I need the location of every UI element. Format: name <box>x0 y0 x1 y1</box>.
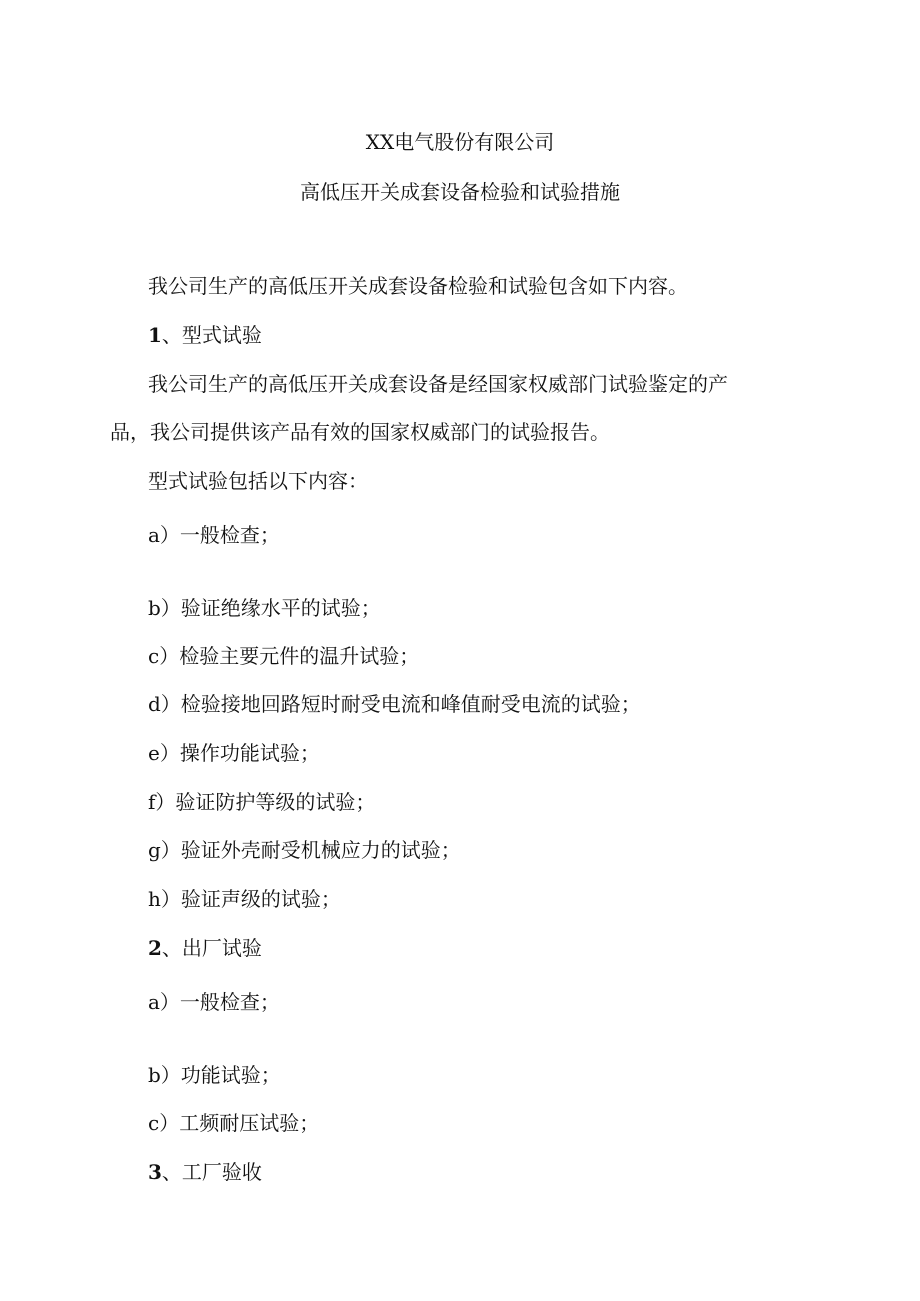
section-2-heading <box>148 934 262 962</box>
list-item: b）功能试验； <box>148 1063 281 1087</box>
intro-paragraph: 我公司生产的高低压开关成套设备检验和试验包含如下内容。 <box>148 274 688 298</box>
list-item: e）操作功能试验； <box>148 741 320 765</box>
section-heading-text: 、工厂验收 <box>161 1160 262 1184</box>
section-1-lead: 型式试验包括以下内容： <box>148 469 368 493</box>
list-item: c）检验主要元件的温升试验； <box>148 644 420 668</box>
section-1-heading <box>148 321 262 349</box>
company-name: XX电气股份有限公司 <box>365 130 555 154</box>
section-number: 1 <box>148 323 162 347</box>
document-title: 高低压开关成套设备检验和试验措施 <box>300 180 620 204</box>
list-item: h）验证声级的试验； <box>148 887 341 911</box>
section-number: 2 <box>148 936 162 960</box>
list-item: b）验证绝缘水平的试验； <box>148 596 381 620</box>
section-1-paragraph-line-1: 我公司生产的高低压开关成套设备是经国家权威部门试验鉴定的产 <box>148 372 728 396</box>
section-heading-text: 、型式试验 <box>161 323 262 347</box>
list-item: f）验证防护等级的试验； <box>148 790 376 814</box>
section-3-heading <box>148 1158 262 1186</box>
list-item: c）工频耐压试验； <box>148 1111 320 1135</box>
list-item: g）验证外壳耐受机械应力的试验； <box>148 838 461 862</box>
list-item: d）检验接地回路短时耐受电流和峰值耐受电流的试验； <box>148 692 641 716</box>
section-heading-text: 、出厂试验 <box>161 936 262 960</box>
section-1-paragraph-line-2: 品，我公司提供该产品有效的国家权威部门的试验报告。 <box>110 420 610 444</box>
list-item: a）一般检查； <box>148 523 280 547</box>
list-item: a）一般检查； <box>148 990 280 1014</box>
section-number: 3 <box>148 1160 162 1184</box>
